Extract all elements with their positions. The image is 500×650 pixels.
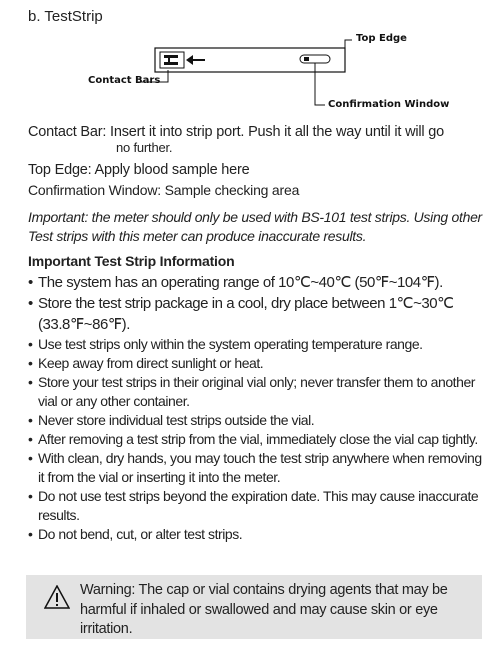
- list-item: • Do not bend, cut, or alter test strips.: [28, 525, 490, 544]
- contact-bars-label: Contact Bars: [88, 75, 161, 86]
- list-item: • With clean, dry hands, you may touch the test strip anywhere when removing it from the vial or inserting it into the meter.: [28, 449, 490, 487]
- list-item: • Keep away from direct sunlight or heat.: [28, 354, 490, 373]
- important-note: Important: the meter should only be used with BS-101 test strips. Using other Test strips with this meter can produce inaccurate results.: [28, 209, 482, 244]
- warning-triangle-icon: [44, 585, 70, 609]
- top-edge-label: Top Edge: [356, 33, 407, 44]
- list-item: • The system has an operating range of 10℃~40℃ (50℉~104℉).: [28, 272, 490, 293]
- contact-bar-description: Contact Bar: Insert it into strip port. Push it all the way until it will go no further.: [28, 124, 444, 155]
- warning-text: Warning: The cap or vial contains drying agents that may be harmful if inhaled or swallowed and may cause skin or eye irritation.: [80, 582, 448, 637]
- contact-bars-area: [160, 52, 184, 68]
- list-item: • Do not use test strips beyond the expiration date. This may cause inaccurate results.: [28, 487, 490, 525]
- list-item: • After removing a test strip from the vial, immediately close the vial cap tightly.: [28, 430, 490, 449]
- confirmation-window-description: Confirmation Window: Sample checking area: [28, 182, 300, 198]
- info-bullet-list: [28, 272, 490, 544]
- top-edge-leader: [345, 40, 352, 50]
- list-item: • Store the test strip package in a cool, dry place between 1℃~30℃ (33.8℉~86℉).: [28, 293, 490, 335]
- section-label: b. TestStrip: [28, 8, 103, 25]
- list-item: • Store your test strips in their original vial only; never transfer them to another vial or any other container.: [28, 373, 490, 411]
- warning-box: [26, 575, 482, 639]
- list-item: • Never store individual test strips outside the vial.: [28, 411, 490, 430]
- info-title: Important Test Strip Information: [28, 253, 235, 269]
- top-edge-description: Top Edge: Apply blood sample here: [28, 162, 250, 178]
- confirmation-window-label: Confirmation Window: [328, 99, 450, 110]
- test-strip-illustration: [0, 30, 500, 125]
- list-item: • Use test strips only within the system operating temperature range.: [28, 335, 490, 354]
- test-strip-diagram: [0, 30, 500, 125]
